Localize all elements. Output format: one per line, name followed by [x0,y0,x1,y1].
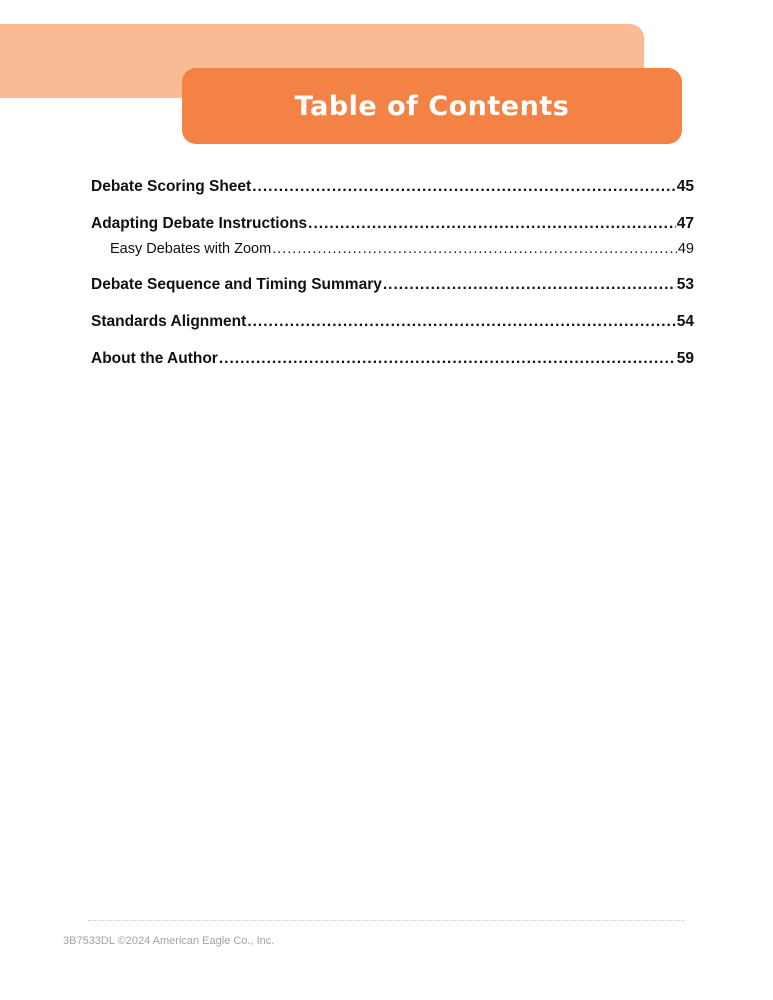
toc-dot-leader [219,346,676,372]
toc-entry-debate-sequence-timing-summary[interactable] [91,272,694,298]
toc-entry-label: About the Author [91,350,218,367]
toc-dot-leader [247,309,675,335]
toc-entry-label: Debate Sequence and Timing Summary [91,276,382,293]
toc-dot-leader [308,211,676,237]
toc-entry-standards-alignment[interactable] [91,309,694,335]
toc-dot-leader [252,174,676,200]
toc-entry-page: 45 [676,178,694,195]
toc-entry-about-the-author[interactable] [91,346,694,372]
toc-dot-leader [272,237,677,261]
footer-divider [88,920,684,921]
toc-entry-label: Adapting Debate Instructions [91,215,308,232]
toc-entry-page: 47 [676,215,694,232]
toc-dot-leader [383,272,676,298]
toc-entry-label: Standards Alignment [91,313,247,330]
toc-entry-label: Easy Debates with Zoom [110,241,272,257]
toc-entry-page: 49 [677,241,694,257]
toc-entry-page: 59 [676,350,694,367]
toc-entry-page: 54 [676,313,694,330]
footer-copyright: 3B7533DL ©2024 American Eagle Co., Inc. [63,935,275,947]
table-of-contents [91,174,694,372]
title-banner [182,68,682,144]
toc-entry-label: Debate Scoring Sheet [91,178,252,195]
page-title: Table of Contents [294,90,570,122]
toc-entry-page: 53 [676,276,694,293]
toc-entry-adapting-debate-instructions[interactable] [91,211,694,237]
toc-subentry-easy-debates-with-zoom[interactable] [91,237,694,261]
toc-entry-debate-scoring-sheet[interactable] [91,174,694,200]
